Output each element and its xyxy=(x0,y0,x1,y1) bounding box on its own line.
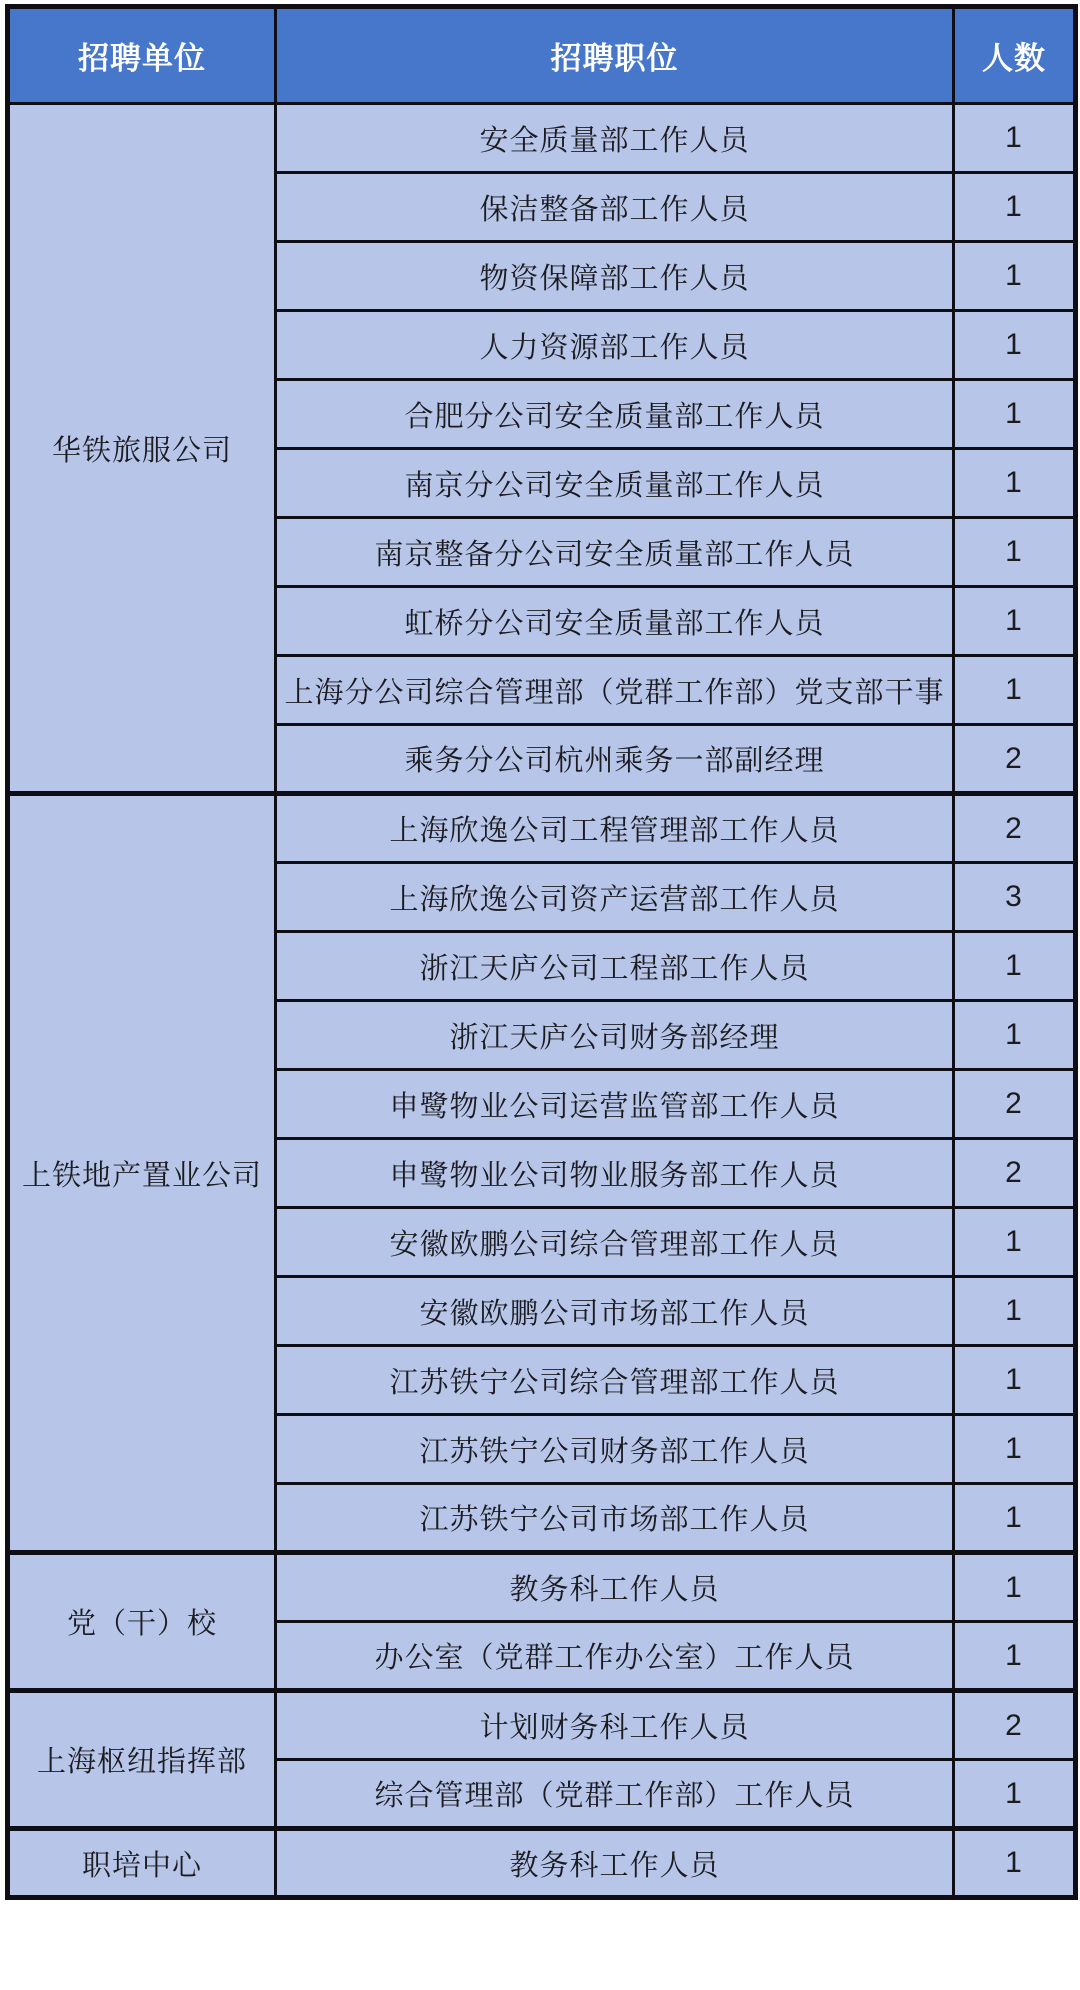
count-cell: 1 xyxy=(954,1277,1076,1346)
count-cell: 2 xyxy=(954,794,1076,863)
position-cell: 申鹭物业公司物业服务部工作人员 xyxy=(276,1139,954,1208)
position-cell: 上海欣逸公司资产运营部工作人员 xyxy=(276,863,954,932)
count-cell: 1 xyxy=(954,173,1076,242)
position-cell: 安全质量部工作人员 xyxy=(276,104,954,173)
position-cell: 江苏铁宁公司综合管理部工作人员 xyxy=(276,1346,954,1415)
unit-cell: 职培中心 xyxy=(8,1829,276,1898)
unit-cell: 上铁地产置业公司 xyxy=(8,794,276,1553)
table-row xyxy=(8,794,1076,863)
column-header-count: 人数 xyxy=(954,7,1076,104)
position-cell: 浙江天庐公司工程部工作人员 xyxy=(276,932,954,1001)
position-cell: 办公室（党群工作办公室）工作人员 xyxy=(276,1622,954,1691)
position-cell: 乘务分公司杭州乘务一部副经理 xyxy=(276,725,954,794)
count-cell: 1 xyxy=(954,1346,1076,1415)
column-header-position: 招聘职位 xyxy=(276,7,954,104)
count-cell: 1 xyxy=(954,587,1076,656)
position-cell: 计划财务科工作人员 xyxy=(276,1691,954,1760)
table-row xyxy=(8,1553,1076,1622)
position-cell: 保洁整备部工作人员 xyxy=(276,173,954,242)
position-cell: 上海分公司综合管理部（党群工作部）党支部干事 xyxy=(276,656,954,725)
position-cell: 南京整备分公司安全质量部工作人员 xyxy=(276,518,954,587)
unit-cell: 上海枢纽指挥部 xyxy=(8,1691,276,1829)
count-cell: 1 xyxy=(954,242,1076,311)
position-cell: 人力资源部工作人员 xyxy=(276,311,954,380)
position-cell: 安徽欧鹏公司综合管理部工作人员 xyxy=(276,1208,954,1277)
position-cell: 申鹭物业公司运营监管部工作人员 xyxy=(276,1070,954,1139)
count-cell: 2 xyxy=(954,1070,1076,1139)
count-cell: 1 xyxy=(954,1484,1076,1553)
count-cell: 1 xyxy=(954,449,1076,518)
position-cell: 浙江天庐公司财务部经理 xyxy=(276,1001,954,1070)
count-cell: 1 xyxy=(954,380,1076,449)
count-cell: 3 xyxy=(954,863,1076,932)
position-cell: 江苏铁宁公司财务部工作人员 xyxy=(276,1415,954,1484)
count-cell: 2 xyxy=(954,725,1076,794)
table-row xyxy=(8,1691,1076,1760)
position-cell: 上海欣逸公司工程管理部工作人员 xyxy=(276,794,954,863)
count-cell: 1 xyxy=(954,656,1076,725)
count-cell: 1 xyxy=(954,1622,1076,1691)
position-cell: 教务科工作人员 xyxy=(276,1829,954,1898)
count-cell: 1 xyxy=(954,1208,1076,1277)
count-cell: 1 xyxy=(954,1829,1076,1898)
position-cell: 安徽欧鹏公司市场部工作人员 xyxy=(276,1277,954,1346)
count-cell: 2 xyxy=(954,1691,1076,1760)
count-cell: 1 xyxy=(954,518,1076,587)
count-cell: 1 xyxy=(954,932,1076,1001)
position-cell: 物资保障部工作人员 xyxy=(276,242,954,311)
position-cell: 虹桥分公司安全质量部工作人员 xyxy=(276,587,954,656)
count-cell: 2 xyxy=(954,1139,1076,1208)
unit-cell: 党（干）校 xyxy=(8,1553,276,1691)
unit-cell: 华铁旅服公司 xyxy=(8,104,276,794)
count-cell: 1 xyxy=(954,1001,1076,1070)
table-row xyxy=(8,104,1076,173)
position-cell: 南京分公司安全质量部工作人员 xyxy=(276,449,954,518)
position-cell: 综合管理部（党群工作部）工作人员 xyxy=(276,1760,954,1829)
position-cell: 教务科工作人员 xyxy=(276,1553,954,1622)
column-header-unit: 招聘单位 xyxy=(8,7,276,104)
position-cell: 江苏铁宁公司市场部工作人员 xyxy=(276,1484,954,1553)
count-cell: 1 xyxy=(954,104,1076,173)
count-cell: 1 xyxy=(954,1553,1076,1622)
position-cell: 合肥分公司安全质量部工作人员 xyxy=(276,380,954,449)
count-cell: 1 xyxy=(954,1760,1076,1829)
recruitment-table xyxy=(5,4,1078,1900)
count-cell: 1 xyxy=(954,311,1076,380)
table-row xyxy=(8,1829,1076,1898)
header-row xyxy=(8,7,1076,104)
count-cell: 1 xyxy=(954,1415,1076,1484)
